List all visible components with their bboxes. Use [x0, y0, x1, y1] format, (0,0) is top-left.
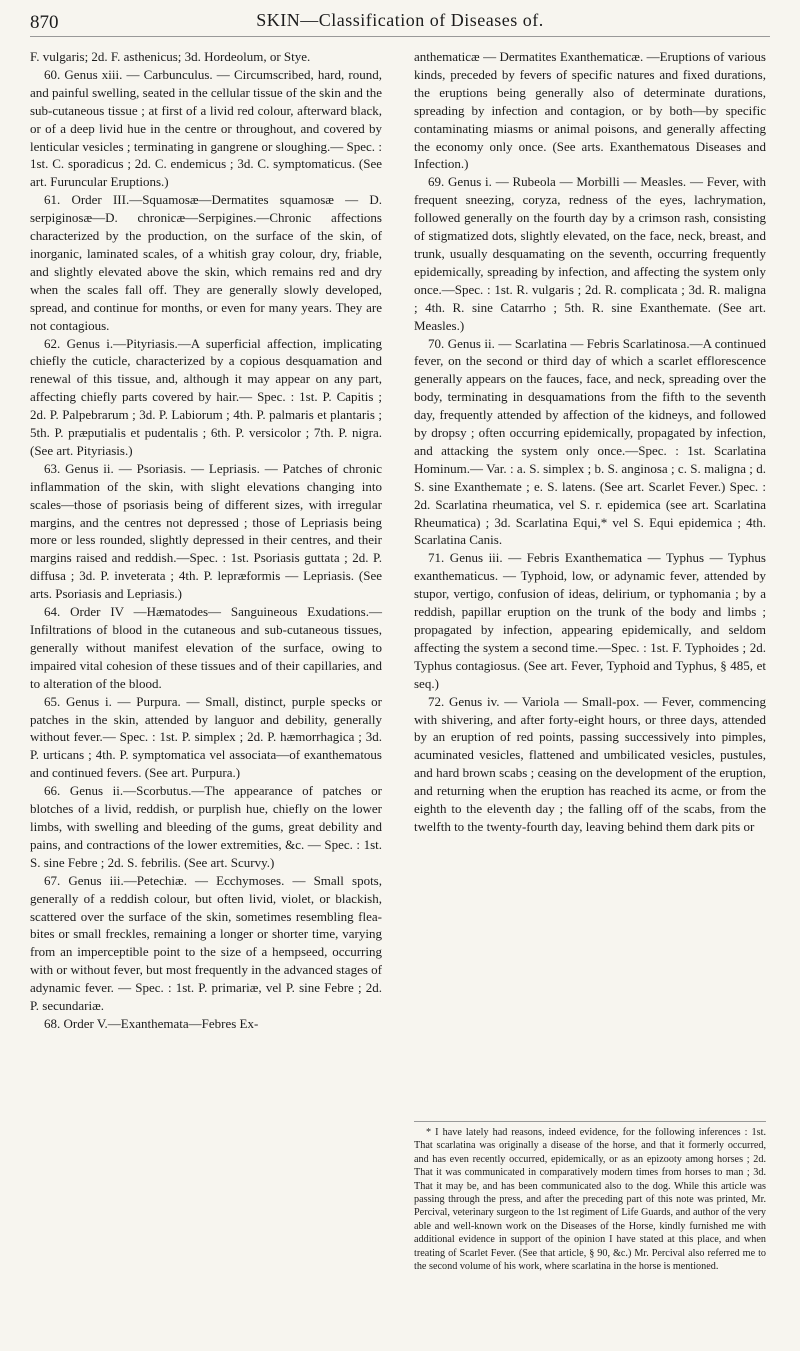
paragraph: F. vulgaris; 2d. F. asthenicus; 3d. Hordeolum, or Stye. [30, 49, 311, 64]
footnote [414, 1121, 766, 1273]
running-title: SKIN—Classification of Diseases of. [256, 10, 544, 30]
paragraph: 69. Genus i. — Rubeola — Morbilli — Measles. — Fever, with frequent sneezing, coryza, redness of the eyes, lachrymation, followed generally on the fourth day by a crimson rash, consisting of stigmatized dots, slightly elevated, on the face, neck, breast, and trunk, usually desquamating on the seventh, occurring frequently epidemically, spreading by infection, and affecting the system only once.—Spec. : 1st. R. vulgaris ; 2d. R. complicata ; 3d. R. maligna ; 4th. R. sine Catarrho ; 5th. R. sine Exanthemate. (See art. Measles.) [414, 174, 766, 333]
paragraph: 68. Order V.—Exanthemata—Febres Ex- [44, 1015, 259, 1031]
paragraph: 66. Genus ii.—Scorbutus.—The appearance of patches or blotches of a livid, reddish, or purplish hue, chiefly on the lower limbs, with swelling and bleeding of the gums, great debility and pains, and contractions of the lower extremities, &c. — Spec. : 1st. S. sine Febre ; 2d. S. febrilis. (See art. Scurvy.) [30, 783, 382, 870]
paragraph: 67. Genus iii.—Petechiæ. — Ecchymoses. — Small spots, generally of a reddish colour, but often livid, violet, or blackish, scattered over the surface of the skin, sometimes resembling flea-bites or small freckles, remaining a longer or shorter time, varying from an imperceptible point to the size of a hempseed, occurring with or without fever, but most frequently in the advanced stages of adynamic fever. — Spec. : 1st. P. primariæ, vel P. sine Febre ; 2d. P. secundariæ. [30, 872, 382, 1014]
paragraph: 65. Genus i. — Purpura. — Small, distinct, purple specks or patches in the skin, attended by languor and debility, generally without fever.— Spec. : 1st. P. simplex ; 2d. P. hæmorrhagica ; 3d. P. urticans ; 4th. P. symptomatica vel associata—of exanthematous and continued fevers. (See art. Purpura.) [30, 693, 382, 781]
paragraph: 64. Order IV —Hæmatodes— Sanguineous Exudations.—Infiltrations of blood in the cutaneous and sub-cutaneous tissues, generally without manifest elevation of the surface, owing to impaired vital cohesion of these tissues and of their capillaries, and to alteration of the blood. [30, 604, 382, 691]
footnote-text: * I have lately had reasons, indeed evidence, for the following inferences : 1st. That scarlatina was originally a disease of the horse, and that it formerly occurred, and has even recently occurred, epidemically, or as an epizooty among horses ; 2d. That it was communicated in comparatively modern times from horses to man ; 3d. That it may be, and has been communicated also to the dog. While this article was passing through the press, and after the preceding part of this note was printed, Mr. Percival, veterinary surgeon to the 1st regiment of Life Guards, and author of the very able and well-known work on the Diseases of the Horse, kindly furnished me with additional evidence in support of the opinion I have stated at this place, and when treating of Scarlet Fever. (See that article, § 90, &c.) Mr. Percival also referred me to the second volume of his work, where scarlatina in the horse is mentioned. [414, 1127, 766, 1273]
paragraph: 61. Order III.—Squamosæ—Dermatites squamosæ — D. serpiginosæ—D. chronicæ—Serpigines.—Chronic affections characterized by the production, on the surface of the skin, of inorganic, laminated scales, of a whitish gray colour, dry, friable, and slightly elevated above the skin, which remains red and dry when the scales fall off. They are generally slowly developed, spread, and continue for months, or even for many years. They are not contagious. [30, 192, 382, 333]
right-column [414, 48, 766, 836]
left-column [30, 48, 382, 1033]
paragraph: 70. Genus ii. — Scarlatina — Febris Scarlatinosa.—A continued fever, on the second or third day of which a scarlet efflorescence generally appears on the fauces, face, and neck, spreading over the body, terminating in desquamations from the fifth to the seventh day, frequently attended by affection of the kidneys, and followed by dropsy ; often occurring epidemically, propagated by infection, and attacking the system only once.—Spec. : 1st. Scarlatina Hominum.— Var. : a. S. simplex ; b. S. anginosa ; c. S. maligna ; d. S. sine Exanthemate ; e. S. latens. (See art. Scarlet Fever.) Spec. : 2d. Scarlatina rheumatica, vel S. r. epidemica (see art. Scarlatina Rheumatica) ; 3d. Scarlatina Equi,* vel S. Equi epidemica ; 4th. Scarlatina Canis. [414, 335, 766, 548]
page-header [30, 10, 770, 37]
paragraph: 71. Genus iii. — Febris Exanthematica — Typhus — Typhus exanthematicus. — Typhoid, low, or adynamic fever, attended by stupor, vertigo, confusion of ideas, delirium, or typhomania ; by a reddish, papillar eruption on the trunk of the body and limbs ; propagated by infection, appearing epidemically, and seldom affecting the system a second time.—Spec. : 1st. F. Typhoides ; 2d. Typhus contagiosus. (See art. Fever, Typhoid and Typhus, § 485, et seq.) [414, 550, 766, 691]
paragraph: 60. Genus xiii. — Carbunculus. — Circumscribed, hard, round, and painful swelling, seated in the cellular tissue of the skin and the sub-cutaneous tissue ; at first of a livid red colour, afterward black, or of a deep livid hue in the centre or throughout, and covered by lenticular vesicles ; terminating in gangrene or sloughing.— Spec. : 1st. C. sporadicus ; 2d. C. endemicus ; 3d. C. symptomaticus. (See art. Furuncular Eruptions.) [30, 66, 382, 190]
page-number: 870 [30, 12, 59, 33]
paragraph: anthematicæ — Dermatites Exanthematicæ. —Eruptions of various kinds, preceded by fevers of specific natures and fixed durations, the eruptions being generally also of determinate durations, spreading by infection and contagion, or by both—by specific contaminating miasms or animal poisons, and generally affecting the economy only once. (See arts. Exanthematous Diseases and Infection.) [414, 49, 766, 172]
paragraph: 62. Genus i.—Pityriasis.—A superficial affection, implicating chiefly the cuticle, characterized by a copious desquamation and renewal of this tissue, and, although it may appear on any part, affecting chiefly parts covered by hair.— Spec. : 1st. P. Capitis ; 2d. P. Palpebrarum ; 3d. P. Labiorum ; 4th. P. palmaris et plantaris ; 5th. P. præputialis et pudentalis ; 6th. P. versicolor ; 7th. P. nigra. (See art. Pityriasis.) [30, 335, 382, 458]
paragraph: 63. Genus ii. — Psoriasis. — Lepriasis. — Patches of chronic inflammation of the skin, with slight elevations changing into scales—those of psoriasis being of different sizes, with irregular margins, and the centres not depressed ; those of Lepriasis being more or less rounded, slightly depressed in their centres, and their margins raised and reddish.—Spec. : 1st. Psoriasis guttata ; 2d. P. diffusa ; 3d. P. inveterata ; 4th. P. lepræformis — Lepriasis. (See arts. Psoriasis and Lepriasis.) [30, 460, 382, 602]
paragraph: 72. Genus iv. — Variola — Small-pox. — Fever, commencing with shivering, and after forty-eight hours, or three days, attended by an eruption of red points, passing successively into pimples, acuminated vesicles, flattened and umbilicated vesicles, pustules, and hard brown scabs ; ceasing on the development of the eruption, and returning when the eruption has reached its acme, or from the eighth to the eleventh day ; the falling off of the scabs, from the twelfth to the twenty-fourth day, leaving behind them dark pits or [414, 693, 766, 834]
